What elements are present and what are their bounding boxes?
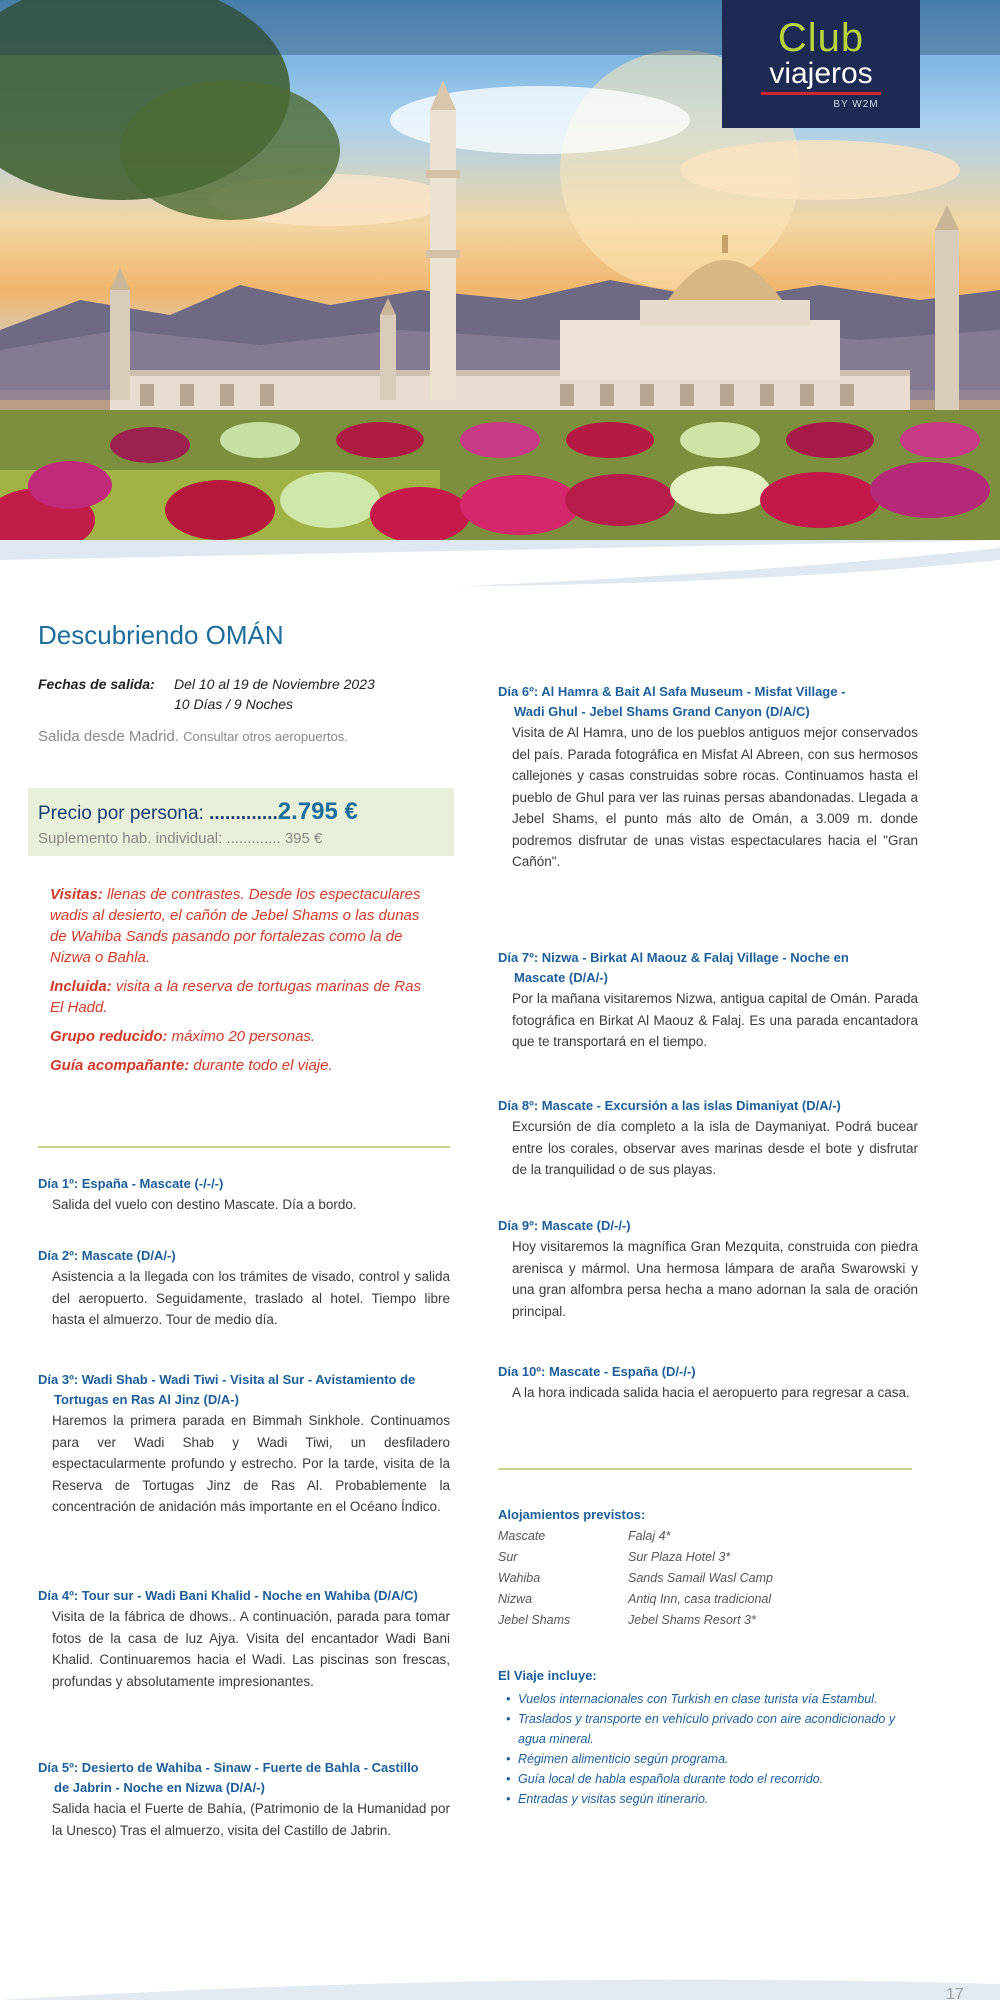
day-text: Por la mañana visitaremos Nizwa, antigua capital de Omán. Parada fotográfica en Birkat Al Maouz & Falaj. Es una parada encantadora que te transportará en el tiempo. <box>512 991 918 1049</box>
logo-viajeros-text: viajeros <box>769 57 873 90</box>
highlight-item <box>50 976 430 1018</box>
logo-underline <box>761 92 881 95</box>
itinerary-day-2 <box>38 1246 450 1331</box>
right-divider <box>498 1468 912 1470</box>
dates-duration: 10 Días / 9 Noches <box>174 696 294 712</box>
day-heading <box>498 682 918 722</box>
includes-item: • Traslados y transporte en vehículo privado con aire acondicionado y agua mineral. <box>498 1709 918 1749</box>
accommodation-hotel: Antiq Inn, casa tradicional <box>628 1592 772 1606</box>
day-heading-line-1: Día 3º: Wadi Shab - Wadi Tiwi - Visita al Sur - Avistamiento de <box>38 1372 416 1387</box>
highlight-label: Visitas: <box>50 886 103 903</box>
day-text: Salida del vuelo con destino Mascate. Día a bordo. <box>52 1197 357 1212</box>
day-heading-line-2: Mascate (D/A/-) <box>514 970 608 985</box>
day-heading-line-2: Tortugas en Ras Al Jinz (D/A-) <box>54 1392 239 1407</box>
price-row <box>38 798 358 826</box>
accommodation-hotel: Falaj 4* <box>628 1529 671 1543</box>
accommodation-row <box>498 1526 773 1547</box>
itinerary-day-9 <box>498 1216 918 1322</box>
day-heading-line-1: Día 6º: Al Hamra & Bait Al Safa Museum - Misfat Village - <box>498 684 846 699</box>
supplement-row <box>38 830 322 847</box>
day-heading-line-2: de Jabrin - Noche en Nizwa (D/A/-) <box>54 1780 265 1795</box>
departure-note: Consultar otros aeropuertos. <box>183 729 348 744</box>
accommodation-hotel: Jebel Shams Resort 3* <box>628 1613 756 1627</box>
includes-list <box>498 1689 918 1809</box>
day-text: Haremos la primera parada en Bimmah Sinkhole. Continuamos para ver Wadi Shab y Wadi Tiwi, un desfiladero espectacularmente profundo y estrecho. Por la tarde, visita de la Reserva de Tortugas Jinz de Ras Al. Probablemente la concentración de anidación más importante en el Océano Índico. <box>52 1413 450 1514</box>
day-heading: Día 4º: Tour sur - Wadi Bani Khalid - Noche en Wahiba (D/A/C) <box>38 1588 418 1603</box>
day-heading: Día 8º: Mascate - Excursión a las islas Dimaniyat (D/A/-) <box>498 1098 841 1113</box>
accommodation-place: Sur <box>498 1550 518 1564</box>
supplement-amount: 395 € <box>284 830 323 847</box>
price-dots: ............. <box>209 803 278 824</box>
day-heading: Día 1º: España - Mascate (-/-/-) <box>38 1176 224 1191</box>
highlight-text: visita a la reserva de tortugas marinas de Ras El Hadd. <box>50 978 421 1016</box>
day-text: Visita de la fábrica de dhows.. A continuación, parada para tomar fotos de la casa de luz Ajya. Visita del encantador Wadi Bani Khalid. Continuaremos hacia el Wadi. Las piscinas son frescas, profundas y absolutamente impresionantes. <box>52 1609 450 1689</box>
departure-info <box>38 728 348 745</box>
itinerary-day-5 <box>38 1758 450 1841</box>
departure-main: Salida desde Madrid. <box>38 728 179 745</box>
accommodation-row <box>498 1589 773 1610</box>
day-heading: Día 9º: Mascate (D/-/-) <box>498 1218 631 1233</box>
hero-image <box>0 0 1000 560</box>
price-box <box>28 788 454 856</box>
departure-dates <box>38 674 375 714</box>
left-divider <box>38 1146 450 1148</box>
itinerary-day-3 <box>38 1370 450 1518</box>
logo-by-text: BY W2M <box>833 99 879 110</box>
price-label: Precio por persona: <box>38 803 204 824</box>
itinerary-day-4 <box>38 1586 450 1692</box>
supplement-dots: ............. <box>226 830 281 847</box>
highlight-item <box>50 1026 430 1047</box>
day-heading-line-1: Día 5º: Desierto de Wahiba - Sinaw - Fuerte de Bahla - Castillo <box>38 1760 419 1775</box>
accommodation-hotel: Sur Plaza Hotel 3* <box>628 1550 731 1564</box>
includes-item: • Régimen alimenticio según programa. <box>498 1749 918 1769</box>
day-heading <box>38 1758 450 1798</box>
highlight-label: Incluida: <box>50 978 112 995</box>
includes-item: • Entradas y visitas según itinerario. <box>498 1789 918 1809</box>
highlight-label: Guía acompañante: <box>50 1057 190 1074</box>
highlight-item <box>50 884 430 968</box>
highlight-text: durante todo el viaje. <box>193 1057 333 1074</box>
accommodation-hotel: Sands Samail Wasl Camp <box>628 1571 773 1585</box>
day-text: Visita de Al Hamra, uno de los pueblos antiguos mejor conservados del país. Parada fotográfica en Misfat Al Abreen, con sus hermosos callejones y casas construidas sobre rocas. Continuamos hasta el pueblo de Ghul para ver las ruinas persas abandonadas. Llegada a Jebel Shams, el punto más alto de Omán, a 3.009 m. donde podremos disfrutar de unas vistas espectaculares hacia el "Gran Cañón". <box>512 725 918 869</box>
day-text: Salida hacia el Fuerte de Bahía, (Patrimonio de la Humanidad por la Unesco) Tras el almuerzo, visita del Castillo de Jabrin. <box>52 1801 450 1838</box>
highlight-text: máximo 20 personas. <box>171 1028 316 1045</box>
hero-bottom-wave <box>0 540 1000 600</box>
itinerary-day-1 <box>38 1174 450 1216</box>
day-text: A la hora indicada salida hacia el aeropuerto para regresar a casa. <box>512 1385 910 1400</box>
highlight-item <box>50 1055 430 1076</box>
page-title: Descubriendo OMÁN <box>38 620 284 650</box>
day-heading-line-1: Día 7º: Nizwa - Birkat Al Maouz & Falaj Village - Noche en <box>498 950 849 965</box>
footer-wave <box>0 1960 1000 2000</box>
day-text: Asistencia a la llegada con los trámites de visado, control y salida del aeropuerto. Seguidamente, traslado al hotel. Tiempo libre hasta el almuerzo. Tour de medio día. <box>52 1269 450 1327</box>
includes-item: • Guía local de habla española durante todo el recorrido. <box>498 1769 918 1789</box>
accommodation-place: Jebel Shams <box>498 1613 571 1627</box>
day-heading: Día 10º: Mascate - España (D/-/-) <box>498 1364 696 1379</box>
includes-title: El Viaje incluye: <box>498 1668 597 1683</box>
trip-highlights <box>50 884 430 1084</box>
accommodation-place: Nizwa <box>498 1592 533 1606</box>
price-amount: 2.795 € <box>277 798 358 825</box>
accommodation-row <box>498 1610 773 1631</box>
accommodations <box>498 1507 773 1631</box>
dates-value: Del 10 al 19 de Noviembre 2023 <box>174 676 375 692</box>
day-heading <box>498 948 918 988</box>
accommodations-title: Alojamientos previstos: <box>498 1507 646 1522</box>
accommodation-row <box>498 1568 773 1589</box>
day-heading-line-2: Wadi Ghul - Jebel Shams Grand Canyon (D/A/C) <box>514 704 810 719</box>
dates-label: Fechas de salida: <box>38 676 155 692</box>
accommodation-place: Wahiba <box>498 1571 541 1585</box>
itinerary-day-6 <box>498 682 918 873</box>
club-viajeros-logo <box>722 0 920 128</box>
itinerary-day-7 <box>498 948 918 1053</box>
includes-item: • Vuelos internacionales con Turkish en clase turista vía Estambul. <box>498 1689 918 1709</box>
itinerary-day-10 <box>498 1362 918 1404</box>
day-text: Excursión de día completo a la isla de Daymaniyat. Podrá bucear entre los corales, observar aves marinas desde el bote y disfrutar de la tranquilidad o de sus playas. <box>512 1119 918 1177</box>
accommodation-row <box>498 1547 773 1568</box>
supplement-label: Suplemento hab. individual: <box>38 830 223 847</box>
day-text: Hoy visitaremos la magnífica Gran Mezquita, construida con piedra arenisca y mármol. Una hermosa lámpara de araña Swarowski y una gran alfombra persa hecha a mano adornan la sala de oración principal. <box>512 1239 918 1319</box>
highlight-label: Grupo reducido: <box>50 1028 168 1045</box>
accommodation-place: Mascate <box>498 1529 546 1543</box>
trip-includes <box>498 1668 918 1809</box>
itinerary-day-8 <box>498 1096 918 1181</box>
logo-club-text: Club <box>777 16 865 60</box>
page-number: 17 <box>946 1986 964 2000</box>
highlight-text: llenas de contrastes. Desde los espectaculares wadis al desierto, el cañón de Jebel Shams o las dunas de Wahiba Sands pasando por fortalezas como la de Nizwa o Bahla. <box>50 886 421 966</box>
day-heading: Día 2º: Mascate (D/A/-) <box>38 1248 176 1263</box>
day-heading <box>38 1370 450 1410</box>
